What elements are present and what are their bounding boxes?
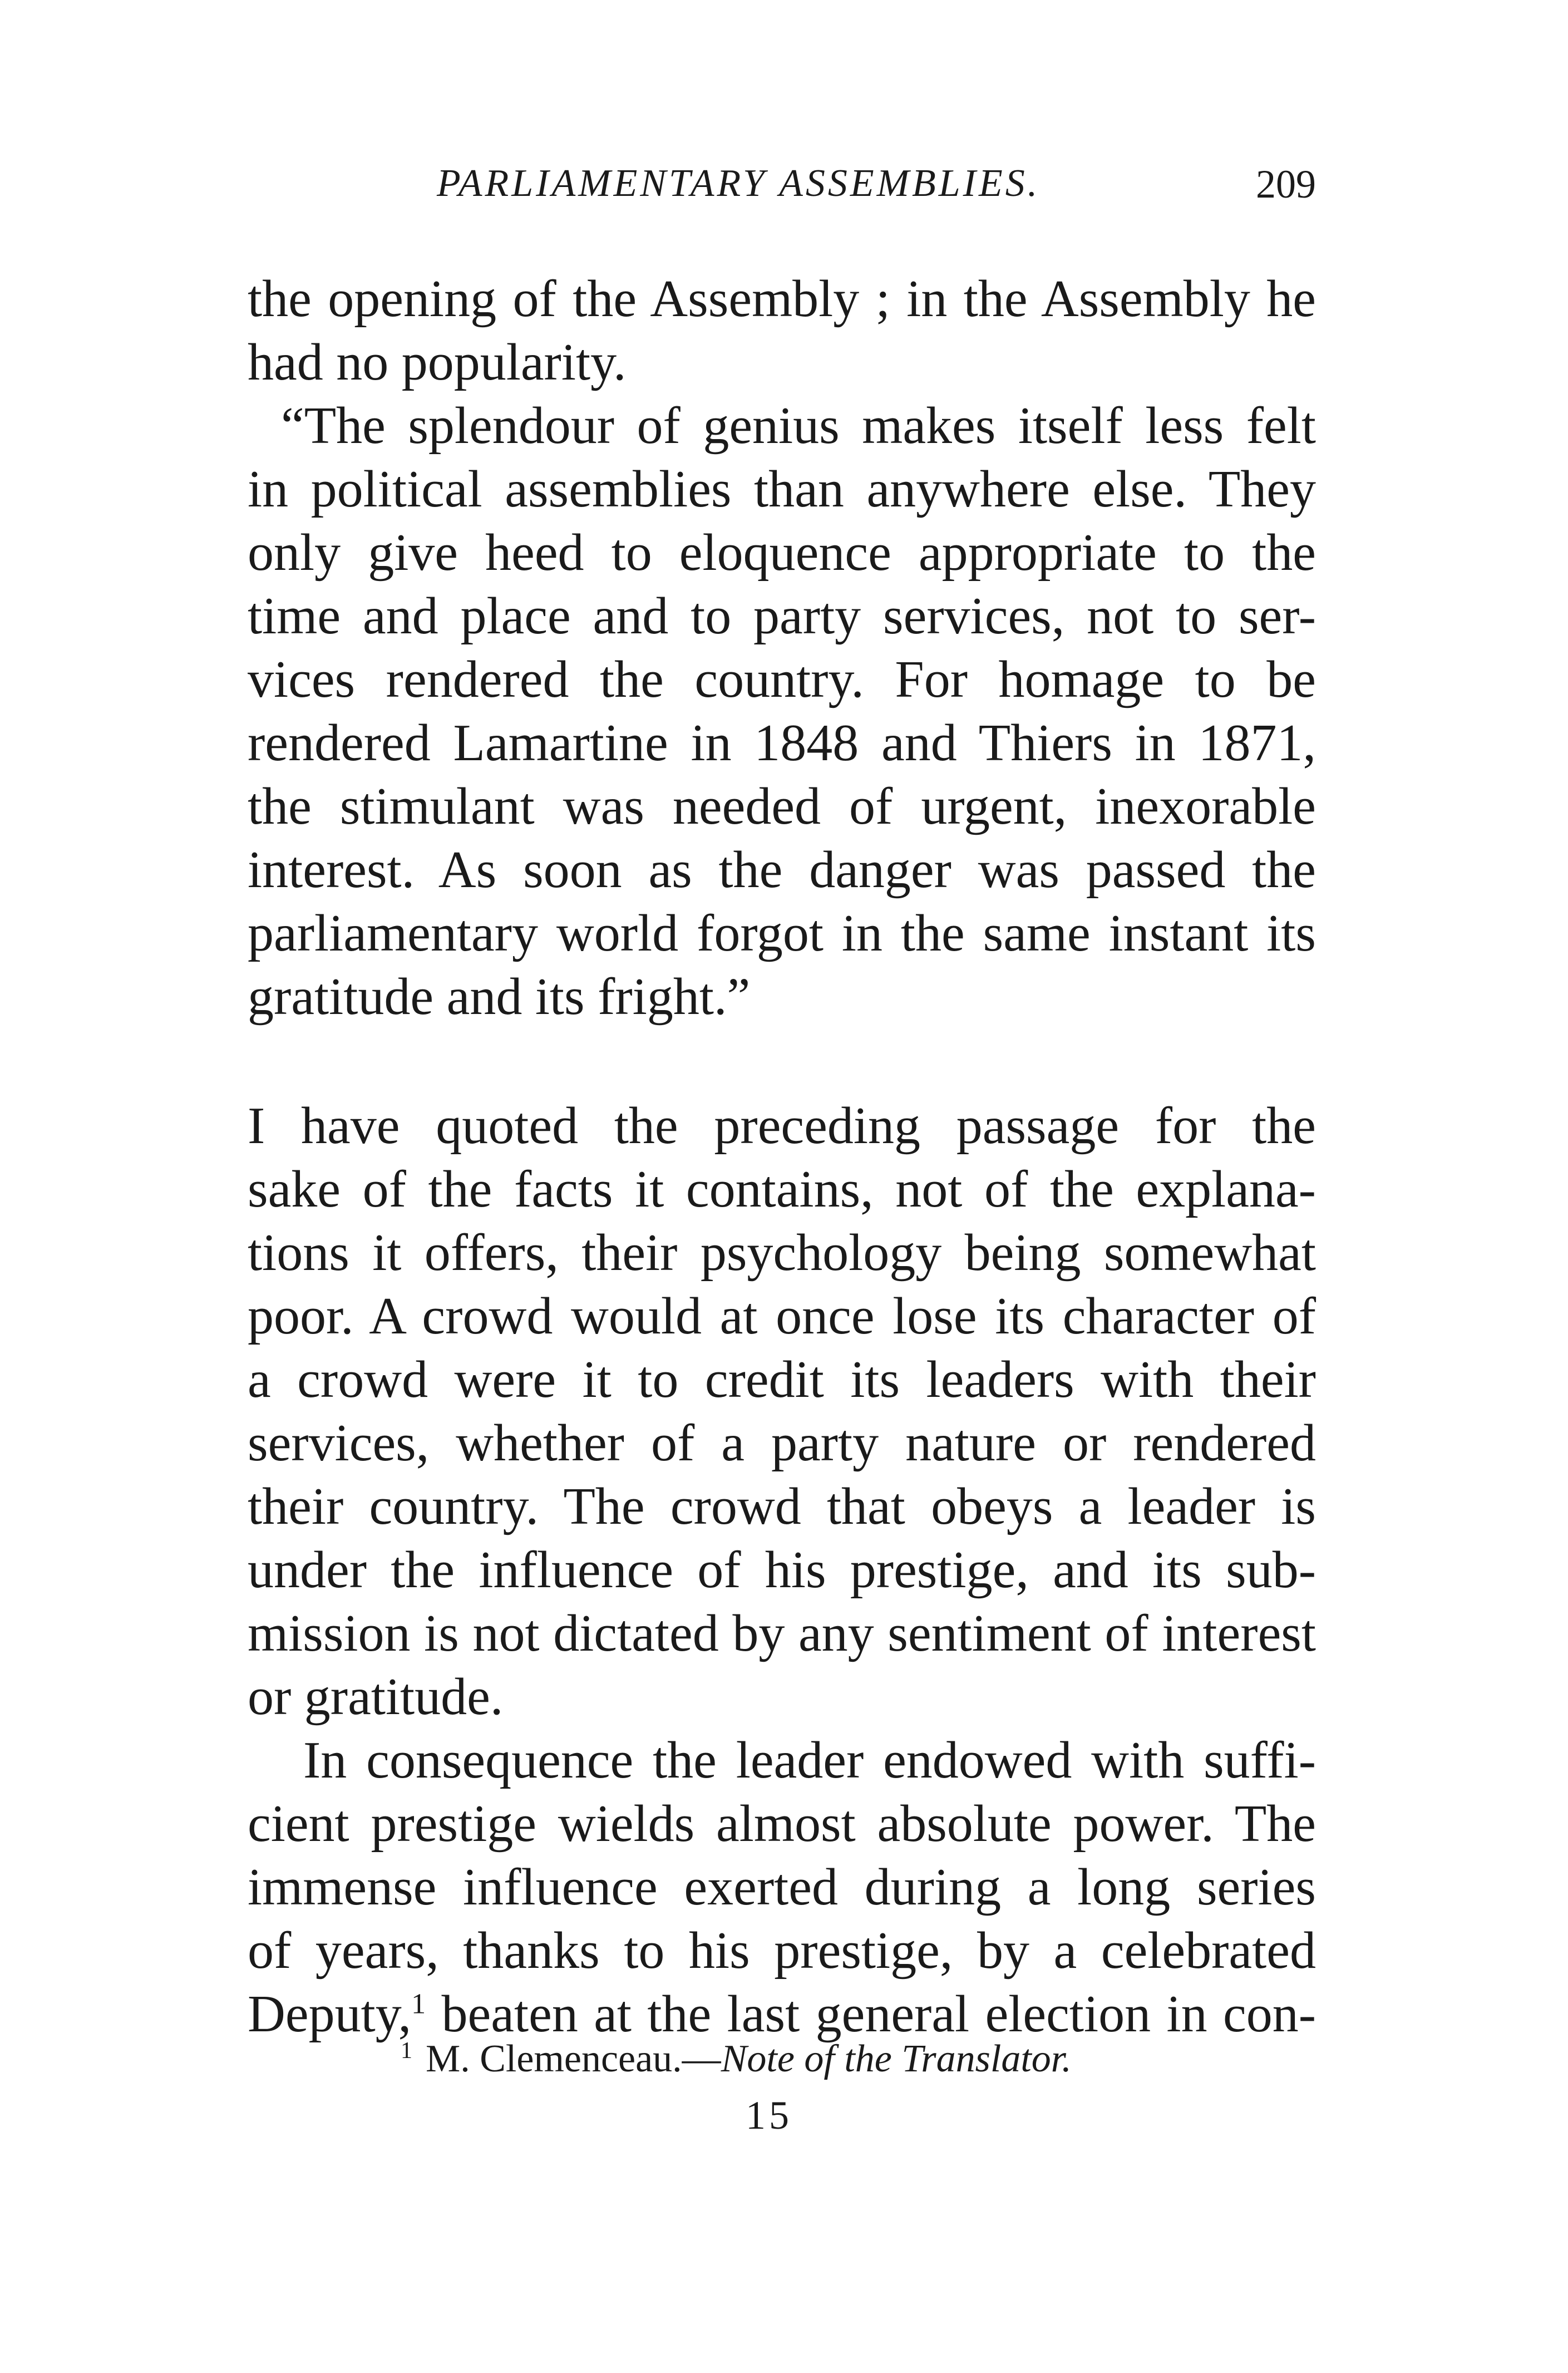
text-line: only give heed to eloquence appropriate to the — [248, 524, 1316, 582]
text-line: under the influence of his prestige, and its sub- — [248, 1541, 1316, 1599]
text-line: In consequence the leader endowed with suffi- — [303, 1731, 1316, 1789]
text-line: vices rendered the country. For homage to be — [248, 651, 1316, 708]
text-line: tions it offers, their psychology being somewhat — [248, 1224, 1316, 1282]
text-line: parliamentary world forgot in the same instant its — [248, 904, 1316, 962]
text-line: mission is not dictated by any sentiment of interest — [248, 1604, 1316, 1662]
footnote-text: M. Clemenceau.— — [426, 2037, 721, 2080]
body-text — [248, 267, 1316, 2046]
section-gap — [248, 1028, 1316, 1094]
running-title: PARLIAMENTARY ASSEMBLIES. — [437, 162, 1041, 205]
text-line: time and place and to party services, not to ser- — [248, 587, 1316, 645]
footnote-marker: 1 — [401, 2037, 412, 2064]
text-line: the opening of the Assembly ; in the Assembly he — [248, 270, 1316, 328]
text-line: poor. A crowd would at once lose its character of — [248, 1287, 1316, 1345]
text-line: in political assemblies than anywhere else. They — [248, 460, 1316, 518]
text-line: “The splendour of genius makes itself less felt — [281, 397, 1316, 455]
page-number: 209 — [1256, 162, 1316, 206]
text-line: immense influence exerted during a long series — [248, 1858, 1316, 1916]
signature-mark: 15 — [746, 2093, 792, 2138]
text-line: services, whether of a party nature or rendered — [248, 1414, 1316, 1472]
text-line: rendered Lamartine in 1848 and Thiers in 1871, — [248, 714, 1316, 772]
text-line: their country. The crowd that obeys a leader is — [248, 1478, 1316, 1535]
text-fragment: beaten at the last general election in con- — [441, 1985, 1316, 2043]
footnote-italic-text: Note of the Translator. — [721, 2037, 1072, 2080]
text-line: I have quoted the preceding passage for the — [248, 1097, 1316, 1155]
text-line: interest. As soon as the danger was passed the — [248, 841, 1316, 899]
text-line: of years, thanks to his prestige, by a celebrated — [248, 1922, 1316, 1980]
footnote-reference: 1 — [411, 1988, 426, 2020]
text-line: cient prestige wields almost absolute power. The — [248, 1795, 1316, 1853]
text-line: sake of the facts it contains, not of the explana- — [248, 1160, 1316, 1218]
text-line: the stimulant was needed of urgent, inexorable — [248, 777, 1316, 835]
footnote — [401, 2037, 1072, 2081]
text-line: gratitude and its fright.” — [248, 968, 751, 1026]
text-fragment: Deputy, — [248, 1985, 412, 2043]
text-line: or gratitude. — [248, 1668, 504, 1726]
text-line: had no popularity. — [248, 333, 627, 391]
text-line-with-footnote-ref — [248, 1982, 1316, 2046]
running-head — [248, 161, 1316, 217]
text-line: a crowd were it to credit its leaders with their — [248, 1351, 1316, 1409]
